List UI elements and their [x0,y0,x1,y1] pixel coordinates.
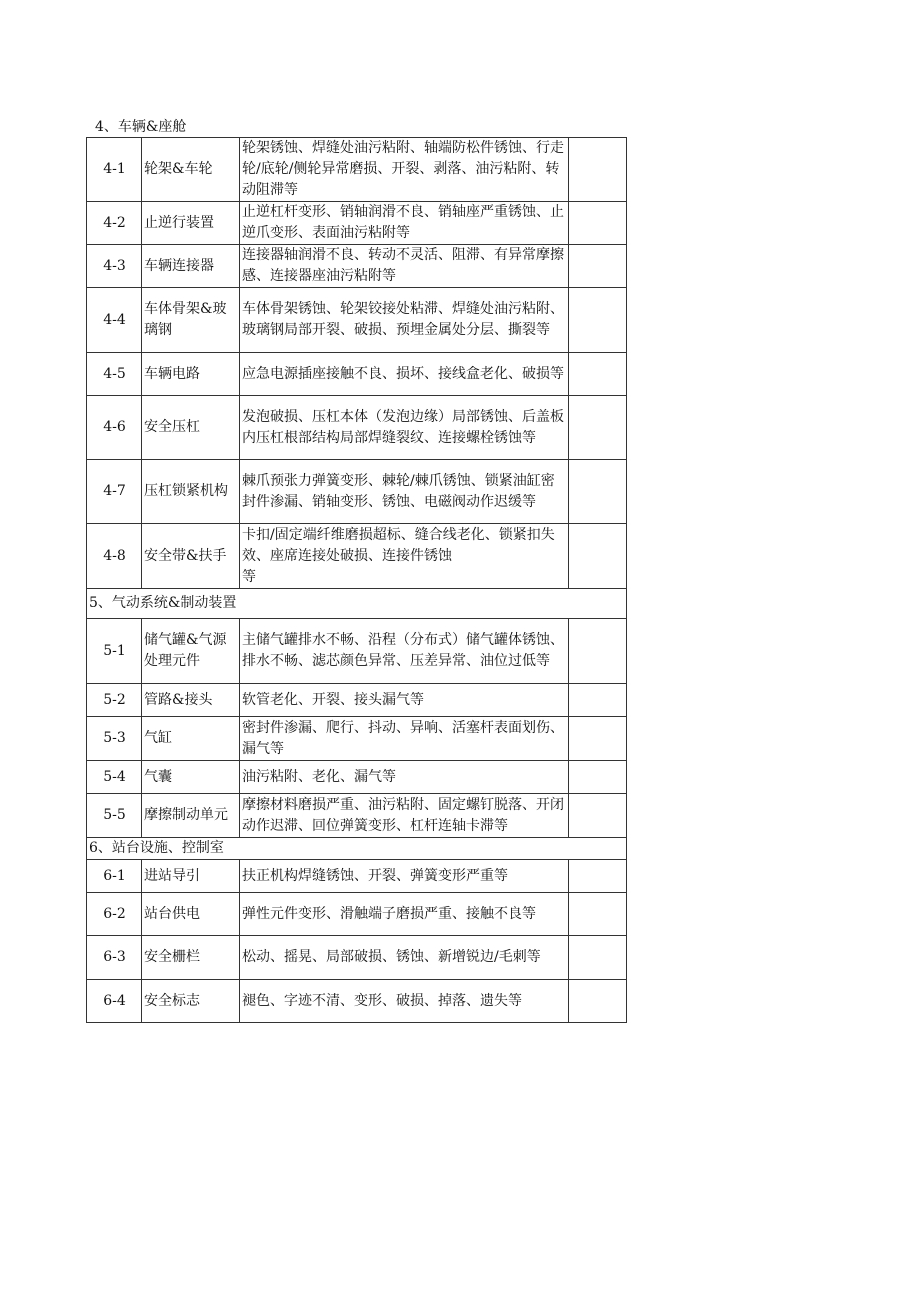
item-name: 气缸 [142,717,240,761]
table-row [87,524,627,589]
blank-cell [569,761,627,794]
item-code: 5-5 [87,794,142,838]
blank-cell [569,936,627,980]
section-6-title: 6、站台设施、控制室 [87,838,627,860]
item-description: 轮架锈蚀、焊缝处油污粘附、轴端防松件锈蚀、行走轮/底轮/侧轮异常磨损、开裂、剥落、油污粘附、转动阻滞等 [240,138,569,202]
blank-cell [569,353,627,396]
section-5-title: 5、气动系统&制动装置 [87,589,627,619]
item-name: 摩擦制动单元 [142,794,240,838]
table-row [87,794,627,838]
item-description: 发泡破损、压杠本体（发泡边缘）局部锈蚀、后盖板内压杠根部结构局部焊缝裂纹、连接螺栓锈蚀等 [240,396,569,460]
blank-cell [569,396,627,460]
table-row [87,893,627,936]
item-description: 棘爪预张力弹簧变形、棘轮/棘爪锈蚀、锁紧油缸密封件渗漏、销轴变形、锈蚀、电磁阀动作迟缓等 [240,460,569,524]
inspection-table [86,137,627,1023]
item-description: 止逆杠杆变形、销轴润滑不良、销轴座严重锈蚀、止逆爪变形、表面油污粘附等 [240,202,569,245]
blank-cell [569,980,627,1023]
item-name: 安全栅栏 [142,936,240,980]
item-code: 6-2 [87,893,142,936]
blank-cell [569,202,627,245]
item-code: 4-3 [87,245,142,288]
blank-cell [569,245,627,288]
item-code: 5-3 [87,717,142,761]
item-description: 油污粘附、老化、漏气等 [240,761,569,794]
blank-cell [569,524,627,589]
item-description: 扶正机构焊缝锈蚀、开裂、弹簧变形严重等 [240,860,569,893]
item-code: 6-1 [87,860,142,893]
item-name: 车体骨架&玻璃钢 [142,288,240,353]
blank-cell [569,860,627,893]
section-row [87,838,627,860]
table-row [87,684,627,717]
item-name: 安全标志 [142,980,240,1023]
item-name: 止逆行装置 [142,202,240,245]
table-row [87,138,627,202]
blank-cell [569,138,627,202]
section-row [87,589,627,619]
table-row [87,202,627,245]
item-code: 5-1 [87,619,142,684]
item-code: 4-6 [87,396,142,460]
table-row [87,860,627,893]
item-name: 管路&接头 [142,684,240,717]
table-row [87,460,627,524]
table-row [87,353,627,396]
item-code: 6-3 [87,936,142,980]
item-description: 应急电源插座接触不良、损坏、接线盒老化、破损等 [240,353,569,396]
item-code: 6-4 [87,980,142,1023]
item-description: 松动、摇晃、局部破损、锈蚀、新增锐边/毛刺等 [240,936,569,980]
table-row [87,717,627,761]
item-name: 压杠锁紧机构 [142,460,240,524]
table-row [87,288,627,353]
item-code: 4-5 [87,353,142,396]
table-row [87,980,627,1023]
table-row [87,245,627,288]
section-4-title: 4、车辆&座舱 [95,119,187,135]
item-code: 5-4 [87,761,142,794]
item-description: 车体骨架锈蚀、轮架铰接处粘滞、焊缝处油污粘附、玻璃钢局部开裂、破损、预埋金属处分层、撕裂等 [240,288,569,353]
item-code: 4-1 [87,138,142,202]
blank-cell [569,288,627,353]
blank-cell [569,684,627,717]
item-name: 安全压杠 [142,396,240,460]
blank-cell [569,794,627,838]
item-code: 5-2 [87,684,142,717]
blank-cell [569,460,627,524]
item-name: 站台供电 [142,893,240,936]
item-name: 轮架&车轮 [142,138,240,202]
blank-cell [569,717,627,761]
item-description: 软管老化、开裂、接头漏气等 [240,684,569,717]
blank-cell [569,619,627,684]
item-name: 车辆连接器 [142,245,240,288]
table-row [87,761,627,794]
table-row [87,619,627,684]
blank-cell [569,893,627,936]
item-description: 密封件渗漏、爬行、抖动、异响、活塞杆表面划伤、漏气等 [240,717,569,761]
item-name: 储气罐&气源处理元件 [142,619,240,684]
item-code: 4-2 [87,202,142,245]
item-description: 褪色、字迹不清、变形、破损、掉落、遗失等 [240,980,569,1023]
item-description: 连接器轴润滑不良、转动不灵活、阻滞、有异常摩擦感、连接器座油污粘附等 [240,245,569,288]
item-code: 4-7 [87,460,142,524]
item-name: 进站导引 [142,860,240,893]
item-code: 4-8 [87,524,142,589]
item-name: 气囊 [142,761,240,794]
table-row [87,936,627,980]
item-description: 主储气罐排水不畅、沿程（分布式）储气罐体锈蚀、排水不畅、滤芯颜色异常、压差异常、油位过低等 [240,619,569,684]
item-code: 4-4 [87,288,142,353]
item-name: 车辆电路 [142,353,240,396]
item-description: 弹性元件变形、滑触端子磨损严重、接触不良等 [240,893,569,936]
item-description: 摩擦材料磨损严重、油污粘附、固定螺钉脱落、开闭动作迟滞、回位弹簧变形、杠杆连轴卡滞等 [240,794,569,838]
item-name: 安全带&扶手 [142,524,240,589]
table-row [87,396,627,460]
item-description: 卡扣/固定端纤维磨损超标、缝合线老化、锁紧扣失效、座席连接处破损、连接件锈蚀 等 [240,524,569,589]
